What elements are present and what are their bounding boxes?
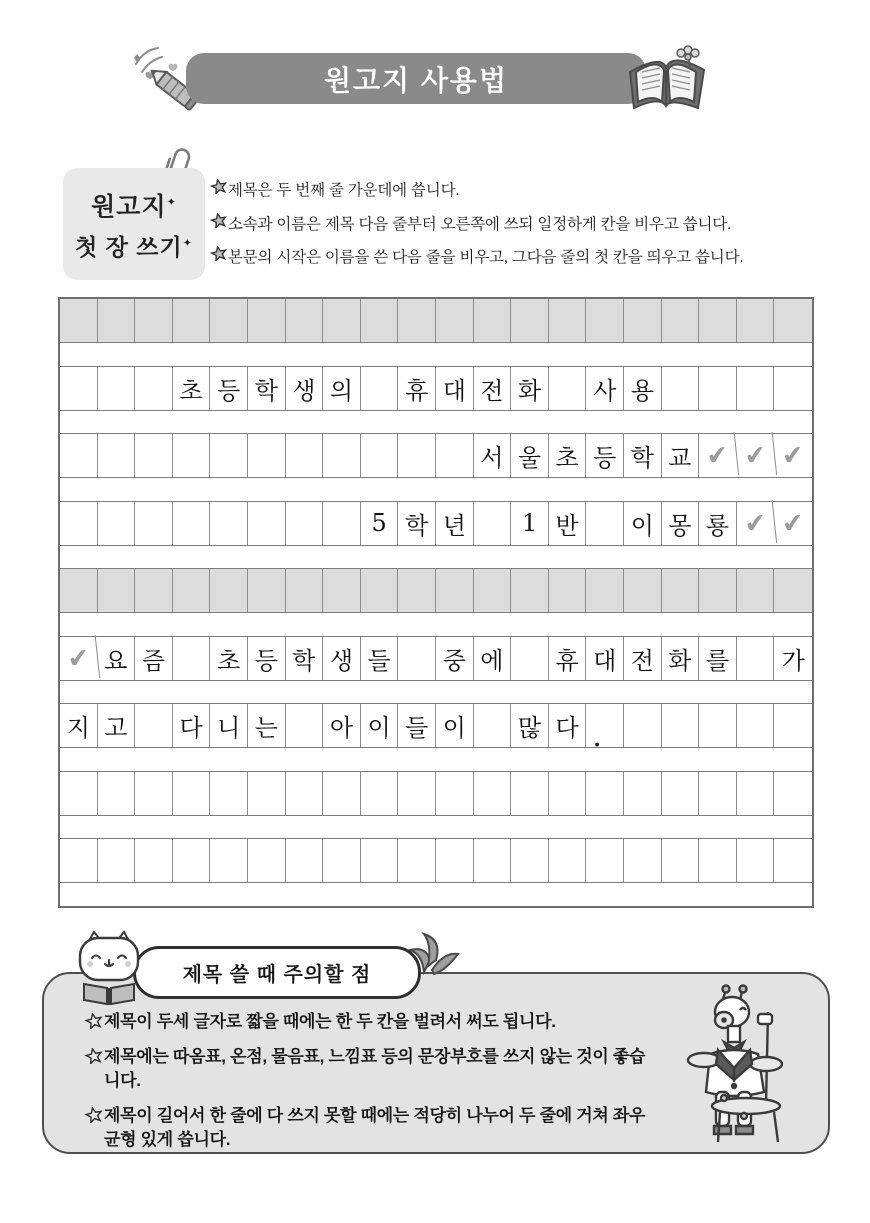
star-bullet-icon	[84, 1013, 104, 1029]
star-bullet-icon	[210, 179, 228, 194]
grid-cell	[737, 637, 775, 680]
grid-cell	[361, 772, 399, 815]
grid-cell: 학	[398, 502, 436, 545]
grid-cell	[286, 434, 324, 477]
grid-cell	[662, 772, 700, 815]
grid-cell	[248, 772, 286, 815]
grid-cell	[323, 299, 361, 342]
grid-cell	[60, 772, 98, 815]
grid-cell	[398, 772, 436, 815]
manuscript-line	[60, 433, 812, 501]
grid-cell: 를	[699, 637, 737, 680]
grid-cell: 는	[248, 704, 286, 747]
intro-bullet-text: 제목은 두 번째 줄 가운데에 씁니다.	[228, 182, 460, 199]
grid-cell: 이	[624, 502, 662, 545]
grid-cell	[624, 704, 662, 747]
grid-cell	[586, 772, 624, 815]
interline-gap	[60, 478, 812, 501]
manuscript-line	[60, 501, 812, 569]
grid-cell	[286, 704, 324, 747]
grid-cell	[774, 367, 812, 410]
grid-cell	[737, 772, 775, 815]
grid-cell	[323, 772, 361, 815]
grid-cell	[474, 299, 512, 342]
grid-cell: 휴	[398, 367, 436, 410]
grid-cell	[98, 299, 136, 342]
notes-bullet-2	[84, 1045, 659, 1093]
manuscript-row	[60, 636, 812, 681]
grid-cell	[98, 434, 136, 477]
grid-cell	[586, 569, 624, 612]
grid-cell	[586, 839, 624, 882]
notes-bullet-1	[84, 1010, 659, 1034]
grid-cell	[398, 299, 436, 342]
grid-cell: 등	[210, 367, 248, 410]
notes-title-pill	[133, 946, 421, 999]
star-bullet-icon	[84, 1107, 104, 1123]
grid-cell	[774, 839, 812, 882]
grid-cell	[398, 434, 436, 477]
intro-bullet-2	[210, 212, 830, 246]
grid-cell	[210, 434, 248, 477]
intro-bullet-1	[210, 178, 830, 212]
grid-cell	[699, 569, 737, 612]
grid-cell: 1	[511, 502, 549, 545]
notes-bullet-text: 제목에는 따옴표, 온점, 물음표, 느낌표 등의 문장부호를 쓰지 않는 것이 좋습니다.	[104, 1047, 646, 1090]
grid-cell	[699, 839, 737, 882]
grid-cell	[474, 839, 512, 882]
grid-cell	[586, 299, 624, 342]
grid-cell	[210, 772, 248, 815]
grid-cell: 교	[662, 434, 700, 477]
grid-cell: 반	[549, 502, 587, 545]
interline-gap	[60, 816, 812, 839]
grid-cell	[699, 704, 737, 747]
grid-cell: 다	[173, 704, 211, 747]
checkmark-cell: ✔	[735, 500, 777, 547]
interline-gap	[60, 411, 812, 434]
grid-cell: 몽	[662, 502, 700, 545]
grid-cell: 이	[361, 704, 399, 747]
grid-cell: 화	[662, 637, 700, 680]
grid-cell: 학	[286, 637, 324, 680]
grid-cell	[737, 839, 775, 882]
grid-cell: 니	[210, 704, 248, 747]
grid-cell	[662, 704, 700, 747]
grid-cell	[549, 299, 587, 342]
grid-cell	[248, 569, 286, 612]
grid-cell: 화	[511, 367, 549, 410]
grid-cell: 요	[98, 637, 136, 680]
grid-cell	[774, 569, 812, 612]
grid-cell: 년	[436, 502, 474, 545]
grid-cell	[173, 434, 211, 477]
grid-cell	[210, 569, 248, 612]
grid-cell	[286, 839, 324, 882]
grid-cell	[98, 839, 136, 882]
grid-cell	[60, 502, 98, 545]
grid-cell: 들	[398, 704, 436, 747]
grid-cell	[135, 772, 173, 815]
grid-cell: 용	[624, 367, 662, 410]
manuscript-row	[60, 771, 812, 816]
grid-cell: 다	[549, 704, 587, 747]
grid-cell	[624, 569, 662, 612]
grid-cell	[624, 299, 662, 342]
grid-cell: 초	[210, 637, 248, 680]
grid-cell	[662, 299, 700, 342]
checkmark-cell: ✔	[58, 635, 100, 682]
manuscript-grid	[58, 297, 814, 908]
manuscript-line	[60, 838, 812, 906]
page-title-bar	[186, 53, 646, 104]
grid-cell: 대	[436, 367, 474, 410]
grid-cell	[699, 772, 737, 815]
grid-cell	[248, 434, 286, 477]
grid-cell	[474, 704, 512, 747]
grid-cell	[248, 299, 286, 342]
grid-cell	[511, 569, 549, 612]
grid-cell	[361, 434, 399, 477]
grid-cell: 전	[624, 637, 662, 680]
intro-bullet-list	[210, 178, 830, 279]
interline-gap	[60, 343, 812, 366]
manuscript-row	[60, 501, 812, 546]
manuscript-row	[60, 366, 812, 411]
grid-cell	[173, 637, 211, 680]
grid-cell	[436, 299, 474, 342]
grid-cell	[511, 772, 549, 815]
grid-cell	[662, 839, 700, 882]
grid-cell	[323, 502, 361, 545]
grid-cell	[286, 299, 324, 342]
grid-cell	[774, 299, 812, 342]
grid-cell: 5	[361, 502, 399, 545]
grid-cell	[135, 367, 173, 410]
grid-cell	[323, 434, 361, 477]
star-bullet-icon	[210, 213, 228, 228]
manuscript-row	[60, 838, 812, 883]
grid-cell	[398, 569, 436, 612]
interline-gap	[60, 883, 812, 906]
grid-cell	[737, 299, 775, 342]
grid-cell	[474, 502, 512, 545]
grid-cell	[60, 434, 98, 477]
grid-cell	[60, 299, 98, 342]
checkmark-cell: ✔	[780, 506, 806, 540]
star-bullet-icon	[84, 1048, 104, 1064]
grid-cell	[98, 502, 136, 545]
grid-cell	[60, 569, 98, 612]
label-line1: 원고지	[91, 192, 167, 221]
star-bullet-icon	[210, 246, 228, 261]
grid-cell	[323, 839, 361, 882]
grid-cell	[737, 704, 775, 747]
grid-cell	[474, 569, 512, 612]
grid-cell	[323, 569, 361, 612]
grid-cell	[361, 367, 399, 410]
giraffe-reading-icon	[684, 984, 800, 1148]
grid-cell	[662, 569, 700, 612]
grid-cell: 중	[436, 637, 474, 680]
interline-gap	[60, 546, 812, 569]
manuscript-line	[60, 366, 812, 434]
grid-cell	[436, 569, 474, 612]
grid-cell: 대	[586, 637, 624, 680]
notes-bullet-text: 제목이 길어서 한 줄에 다 쓰지 못할 때에는 적당히 나누어 두 줄에 거쳐 좌우 균형 있게 씁니다.	[104, 1106, 646, 1149]
grid-cell	[210, 839, 248, 882]
grid-cell	[436, 839, 474, 882]
page-title: 원고지 사용법	[323, 64, 509, 96]
shaded-row	[60, 568, 812, 613]
grid-cell	[436, 772, 474, 815]
grid-cell	[286, 772, 324, 815]
grid-cell	[135, 299, 173, 342]
grid-cell	[135, 502, 173, 545]
manuscript-line	[60, 636, 812, 704]
grid-cell	[398, 637, 436, 680]
grid-cell: 의	[323, 367, 361, 410]
grid-cell	[586, 502, 624, 545]
grid-cell	[624, 839, 662, 882]
intro-bullet-3	[210, 245, 830, 279]
manuscript-row	[60, 703, 812, 748]
open-book-icon	[618, 42, 714, 124]
interline-gap	[60, 681, 812, 704]
grid-cell	[398, 839, 436, 882]
grid-cell: 서	[474, 434, 512, 477]
grid-cell: 아	[323, 704, 361, 747]
grid-cell: .	[586, 704, 624, 747]
grid-cell	[248, 839, 286, 882]
grid-cell: 전	[474, 367, 512, 410]
grid-cell	[173, 569, 211, 612]
intro-bullet-text: 소속과 이름은 제목 다음 줄부터 오른쪽에 쓰되 일정하게 칸을 비우고 씁니다.	[228, 215, 732, 233]
grid-cell	[135, 839, 173, 882]
shaded-row	[60, 299, 812, 343]
grid-cell	[361, 839, 399, 882]
grid-cell	[774, 704, 812, 747]
grid-cell	[624, 772, 662, 815]
notes-bullet-3	[84, 1104, 659, 1152]
grid-cell	[662, 367, 700, 410]
grid-cell	[511, 839, 549, 882]
grid-cell	[774, 772, 812, 815]
grid-cell	[135, 569, 173, 612]
section-label-first-page	[63, 168, 205, 280]
grid-cell	[511, 637, 549, 680]
grid-cell	[436, 434, 474, 477]
intro-bullet-text: 본문의 시작은 이름을 쓴 다음 줄을 비우고, 그다음 줄의 첫 칸을 띄우고 씁니다.	[228, 249, 744, 266]
grid-cell	[173, 502, 211, 545]
grid-cell	[98, 569, 136, 612]
grid-cell	[699, 367, 737, 410]
grid-cell: 즘	[135, 637, 173, 680]
grid-cell	[737, 367, 775, 410]
grid-cell: 학	[624, 434, 662, 477]
sparkle-icon: ✦	[166, 196, 177, 209]
notes-bullet-list	[84, 1010, 659, 1163]
grid-cell	[98, 772, 136, 815]
grid-cell: 학	[248, 367, 286, 410]
manuscript-line	[60, 771, 812, 839]
grid-cell	[511, 299, 549, 342]
grid-cell: 이	[436, 704, 474, 747]
grid-cell	[737, 569, 775, 612]
grid-cell: 고	[98, 704, 136, 747]
grid-cell	[173, 299, 211, 342]
grid-cell	[210, 299, 248, 342]
grid-cell: 많	[511, 704, 549, 747]
grid-cell	[361, 569, 399, 612]
grid-cell	[135, 434, 173, 477]
grid-cell: 등	[248, 637, 286, 680]
grid-cell: 휴	[549, 637, 587, 680]
grid-cell: 생	[323, 637, 361, 680]
grid-cell	[210, 502, 248, 545]
grid-cell	[361, 299, 399, 342]
grid-cell: 지	[60, 704, 98, 747]
grid-cell	[286, 502, 324, 545]
manuscript-row	[60, 433, 812, 478]
manuscript-line	[60, 703, 812, 771]
label-line2: 첫 장 쓰기	[75, 233, 183, 260]
grid-cell	[286, 569, 324, 612]
manuscript-line	[60, 568, 812, 636]
grid-cell: 초	[549, 434, 587, 477]
grid-cell	[60, 839, 98, 882]
grid-cell: 울	[511, 434, 549, 477]
manuscript-line	[60, 299, 812, 366]
notes-bullet-text: 제목이 두세 글자로 짧을 때에는 한 두 칸을 벌려서 써도 됩니다.	[104, 1012, 556, 1031]
grid-cell	[549, 367, 587, 410]
grid-cell	[248, 502, 286, 545]
grid-cell	[60, 367, 98, 410]
checkmark-cell: ✔	[780, 439, 806, 472]
grid-cell	[135, 704, 173, 747]
checkmark-cell: ✔	[697, 432, 739, 479]
checkmark-cell: ✔	[735, 432, 777, 479]
grid-cell: 초	[173, 367, 211, 410]
grid-cell: 생	[286, 367, 324, 410]
interline-gap	[60, 748, 812, 771]
grid-cell	[474, 772, 512, 815]
notes-title: 제목 쓸 때 주의할 점	[182, 964, 372, 986]
grid-cell	[173, 839, 211, 882]
grid-cell: 등	[586, 434, 624, 477]
grid-cell: 사	[586, 367, 624, 410]
grid-cell: 들	[361, 637, 399, 680]
grid-cell: 에	[474, 637, 512, 680]
grid-cell	[549, 772, 587, 815]
grid-cell	[549, 839, 587, 882]
grid-cell	[98, 367, 136, 410]
grid-cell	[699, 299, 737, 342]
grid-cell: 가	[781, 646, 805, 675]
sparkle-icon: ✦	[182, 236, 193, 249]
grid-cell	[173, 772, 211, 815]
cat-reading-icon	[74, 930, 144, 1008]
grid-cell	[549, 569, 587, 612]
interline-gap	[60, 613, 812, 636]
grid-cell: 룡	[699, 502, 737, 545]
